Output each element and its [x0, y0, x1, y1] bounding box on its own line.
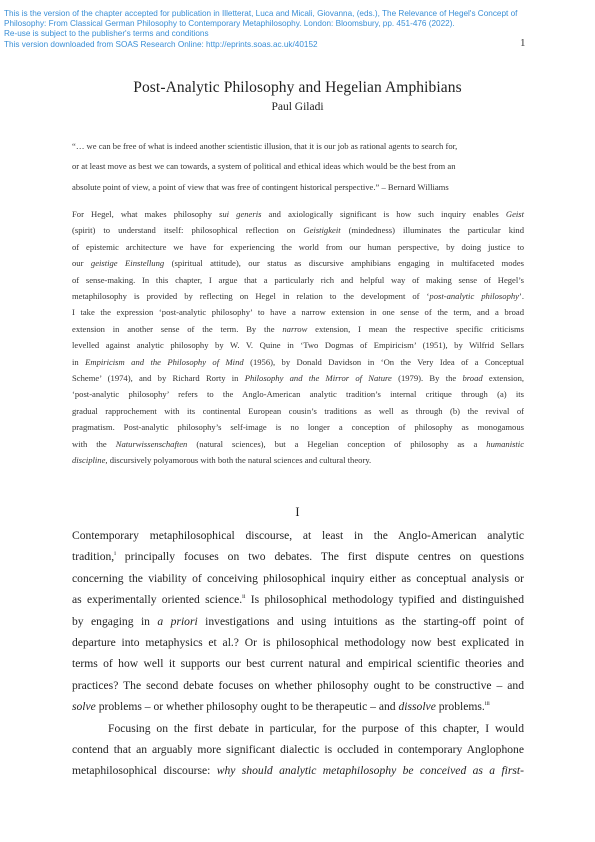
abstract-line: extension in another sense of the term. By the narrow extension, I mean the respective specific criticisms	[72, 323, 525, 334]
epigraph-line: absolute point of view, a point of view that was free of contingent historical perspective.” – Bernard Williams	[72, 181, 449, 192]
abstract	[72, 206, 524, 469]
author-name: Paul Giladi	[271, 101, 324, 113]
abstract-line: discipline, discursively polyamorous with both the natural sciences and cultural theory.	[72, 455, 372, 466]
abstract-line: ‘post-analytic philosophy’ refers to the Anglo-American analytic tradition’s internal critique through (a) its	[72, 389, 524, 400]
abstract-line: of epistemic architecture we have for experiencing the world from our human perspective, by doing justice to	[72, 241, 524, 252]
footnote-marker[interactable]: iii	[484, 701, 490, 708]
abstract-line: gradual rapprochement with its continental European cousin’s traditions as well as through (b) the revival of	[72, 405, 524, 416]
page-number: 1	[520, 37, 526, 49]
epigraph-line: or at least move as best we can towards, a system of political and ethical ideas which would be the best from an	[72, 161, 456, 172]
abstract-line: of sense-making. In this chapter, I argue that a particularly rich and helpful way of making sense of Hegel’s	[72, 274, 524, 285]
abstract-line: in Empiricism and the Philosophy of Mind (1956), by Donald Davidson in ‘On the Very Idea of a Conceptual	[72, 356, 524, 367]
abstract-line: levelled against analytic philosophy by W. V. Quine in ‘Two Dogmas of Empiricism’ (1951), by Wilfrid Sellars	[72, 340, 524, 351]
body-line: Focusing on the first debate in particular, for the purpose of this chapter, I would	[108, 721, 524, 735]
epigraph	[72, 136, 524, 197]
body-line: metaphilosophical discourse: why should analytic metaphilosophy be conceived as a first-	[72, 764, 524, 778]
footnote-marker[interactable]: i	[114, 551, 116, 558]
body-line: concerning the viability of conceiving philosophical inquiry either as conceptual analysis or	[72, 571, 524, 585]
abstract-line: our geistige Einstellung (spiritual attitude), our status as discursive amphibians engaging in multifaceted modes	[72, 258, 524, 269]
abstract-line: Scheme’ (1974), and by Richard Rorty in Philosophy and the Mirror of Nature (1979). By the broad extension,	[72, 373, 525, 384]
abstract-line: (spirit) to understand itself: philosophical reflection on Geistigkeit (mindedness) illuminates the particular kind	[72, 225, 524, 236]
epigraph-line: “… we can be free of what is indeed another scientistic illusion, that it is our job as rational agents to search for,	[72, 141, 458, 151]
abstract-line: I take the expression ‘post-analytic philosophy’ to have a narrow extension in one sense of the term, and a broad	[72, 307, 524, 318]
notice-line: This version downloaded from SOAS Research Online: http://eprints.soas.ac.uk/40152	[4, 39, 318, 49]
body-line: by engaging in a priori investigations and using intuitions as the starting-off point of	[72, 614, 524, 628]
body-line: tradition,$^i$ principally focuses on two debates. The first dispute centres on questions	[72, 550, 524, 564]
body-line: terms of how well it supports our best current natural and empirical scientific theories and	[72, 657, 524, 671]
notice-line: Philosophy: From Classical German Philosophy to Contemporary Metaphilosophy. London: Bloomsbury, pp. 451-476 (2022).	[4, 19, 455, 29]
body-line: practices? The second debate focuses on whether philosophy ought to be constructive – and	[72, 678, 524, 692]
body-line: Contemporary metaphilosophical discourse, at least in the Anglo-American analytic	[72, 529, 524, 542]
abstract-line: pragmatism. Post-analytic philosophy’s self-image is no longer a conception of philosophy as monogamous	[72, 422, 524, 433]
footnote-marker[interactable]: ii	[242, 594, 246, 601]
body-line: departure into metaphysics et al.? Or is philosophical methodology now best explicated in	[72, 636, 524, 650]
abstract-line: with the Naturwissenschaften (natural sciences), but a Hegelian conception of philosophy as a humanistic	[72, 438, 525, 449]
body-line: contend that an arguably more significant dialectic is occluded in contemporary Anglophone	[72, 743, 524, 757]
notice-line: Re-use is subject to the publisher's terms and conditions	[4, 29, 209, 39]
body-text	[72, 525, 524, 782]
body-line: as experimentally oriented science.$^{ii}$ Is philosophical methodology typified and distinguished	[72, 593, 524, 607]
abstract-line: metaphilosophy is provided by reflecting on Hegel in relation to the development of ‘post-analytic philosophy’.	[72, 291, 524, 302]
repository-notice	[4, 9, 584, 50]
section-heading: I	[295, 505, 300, 519]
abstract-line: For Hegel, what makes philosophy sui generis and axiologically significant is how such inquiry enables Geist	[72, 209, 524, 219]
body-line: solve problems – or whether philosophy ought to be therapeutic – and dissolve problems.$^{iii}$	[72, 700, 490, 714]
notice-line: This is the version of the chapter accepted for publication in Illetterat, Luca and Micali, Giovanna, (eds.), The Relevance of Hegel's Concept of	[4, 9, 518, 18]
chapter-title: Post-Analytic Philosophy and Hegelian Amphibians	[133, 79, 462, 96]
